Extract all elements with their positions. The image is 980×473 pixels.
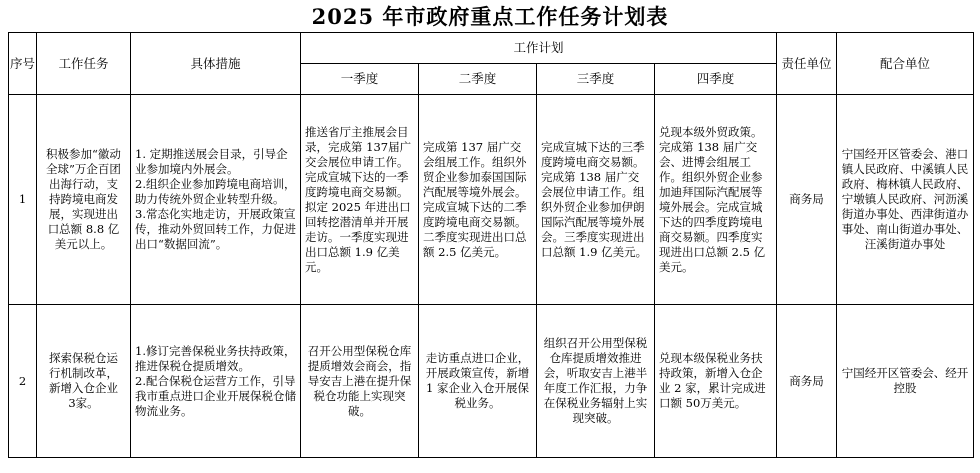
work-plan-table <box>8 32 974 458</box>
row-q3: 完成宣城下达的三季度跨境电商交易额。完成第 138 届广交会展位申请工作。组织外贸企业参加伊朗国际汽配展等境外展会。三季度实现进出口总额 1.9 亿美元。 <box>537 95 655 305</box>
row-q2: 走访重点进口企业，开展政策宣传，新增 1 家企业入仓开展保税业务。 <box>419 305 537 458</box>
row-cooperating: 宁国经开区管委会、港口镇人民政府、中溪镇人民政府、梅林镇人民政府、宁墩镇人民政府、河沥溪街道办事处、西津街道办事处、南山街道办事处、汪溪街道办事处 <box>837 95 974 305</box>
header-task: 工作任务 <box>37 33 131 95</box>
header-responsible: 责任单位 <box>777 33 837 95</box>
header-plan: 工作计划 <box>301 33 777 64</box>
header-measures: 具体措施 <box>131 33 301 95</box>
row-measures <box>131 95 301 305</box>
row-seq: 1 <box>9 95 37 305</box>
table-row <box>9 95 974 305</box>
row-measures <box>131 305 301 458</box>
header-row <box>9 33 974 64</box>
measure-item: 1. 定期推送展会目录，引导企业参加境内外展会。 <box>135 147 288 176</box>
row-responsible: 商务局 <box>777 95 837 305</box>
measure-item: 2.组织企业参加跨境电商培训，助力传统外贸企业转型升级。 <box>135 177 296 206</box>
measure-item: 1.修订完善保税业务扶持政策，推进保税仓提质增效。 <box>135 343 296 373</box>
header-q3: 三季度 <box>537 64 655 95</box>
row-responsible: 商务局 <box>777 305 837 458</box>
header-cooperating: 配合单位 <box>837 33 974 95</box>
row-q1: 召开公用型保税仓库提质增效会商会，指导安吉上港在提升保税仓功能上实现突破。 <box>301 305 419 458</box>
measure-item: 3.常态化实地走访，开展政策宣传，推动外贸回转工作，力促进出口“数据回流”。 <box>135 207 296 251</box>
row-task: 探索保税仓运行机制改革，新增入仓企业 3家。 <box>37 305 131 458</box>
row-q2: 完成第 137 届广交会组展工作。组织外贸企业参加泰国国际汽配展等境外展会。完成宣城下达的二季度跨境电商交易额。二季度实现进出口总额 2.5 亿美元。 <box>419 95 537 305</box>
row-task: 积极参加“徽动全球”万企百团出海行动，支持跨境电商发展，实现进出口总额 8.8 亿美元以上。 <box>37 95 131 305</box>
row-cooperating: 宁国经开区管委会、经开控股 <box>837 305 974 458</box>
row-q3: 组织召开公用型保税仓库提质增效推进会，听取安吉上港半年度工作汇报，力争在保税业务辐射上实现突破。 <box>537 305 655 458</box>
header-q1: 一季度 <box>301 64 419 95</box>
row-seq: 2 <box>9 305 37 458</box>
measure-item: 2.配合保税仓运营方工作，引导我市重点进口企业开展保税仓储物流业务。 <box>135 373 296 418</box>
header-seq: 序号 <box>9 33 37 95</box>
table-row <box>9 305 974 458</box>
page-title: 2025 年市政府重点工作任务计划表 <box>311 4 669 29</box>
row-q4: 兑现本级外贸政策。完成第 138 届广交会、进博会组展工作。组织外贸企业参加迪拜国际汽配展等境外展会。完成宣城下达的四季度跨境电商交易额。四季度实现进出口总额 2.5 亿美元。 <box>655 95 777 305</box>
header-q4: 四季度 <box>655 64 777 95</box>
row-q4: 兑现本级保税业务扶持政策，新增入仓企业 2 家，累计完成进口额 50万美元。 <box>655 305 777 458</box>
header-q2: 二季度 <box>419 64 537 95</box>
row-q1: 推送省厅主推展会目录，完成第 137届广交会展位申请工作。完成宣城下达的一季度跨境电商交易额。拟定 2025 年进出口回转挖潜清单并开展走访。一季度实现进出口总额 1.9 亿美元。 <box>301 95 419 305</box>
